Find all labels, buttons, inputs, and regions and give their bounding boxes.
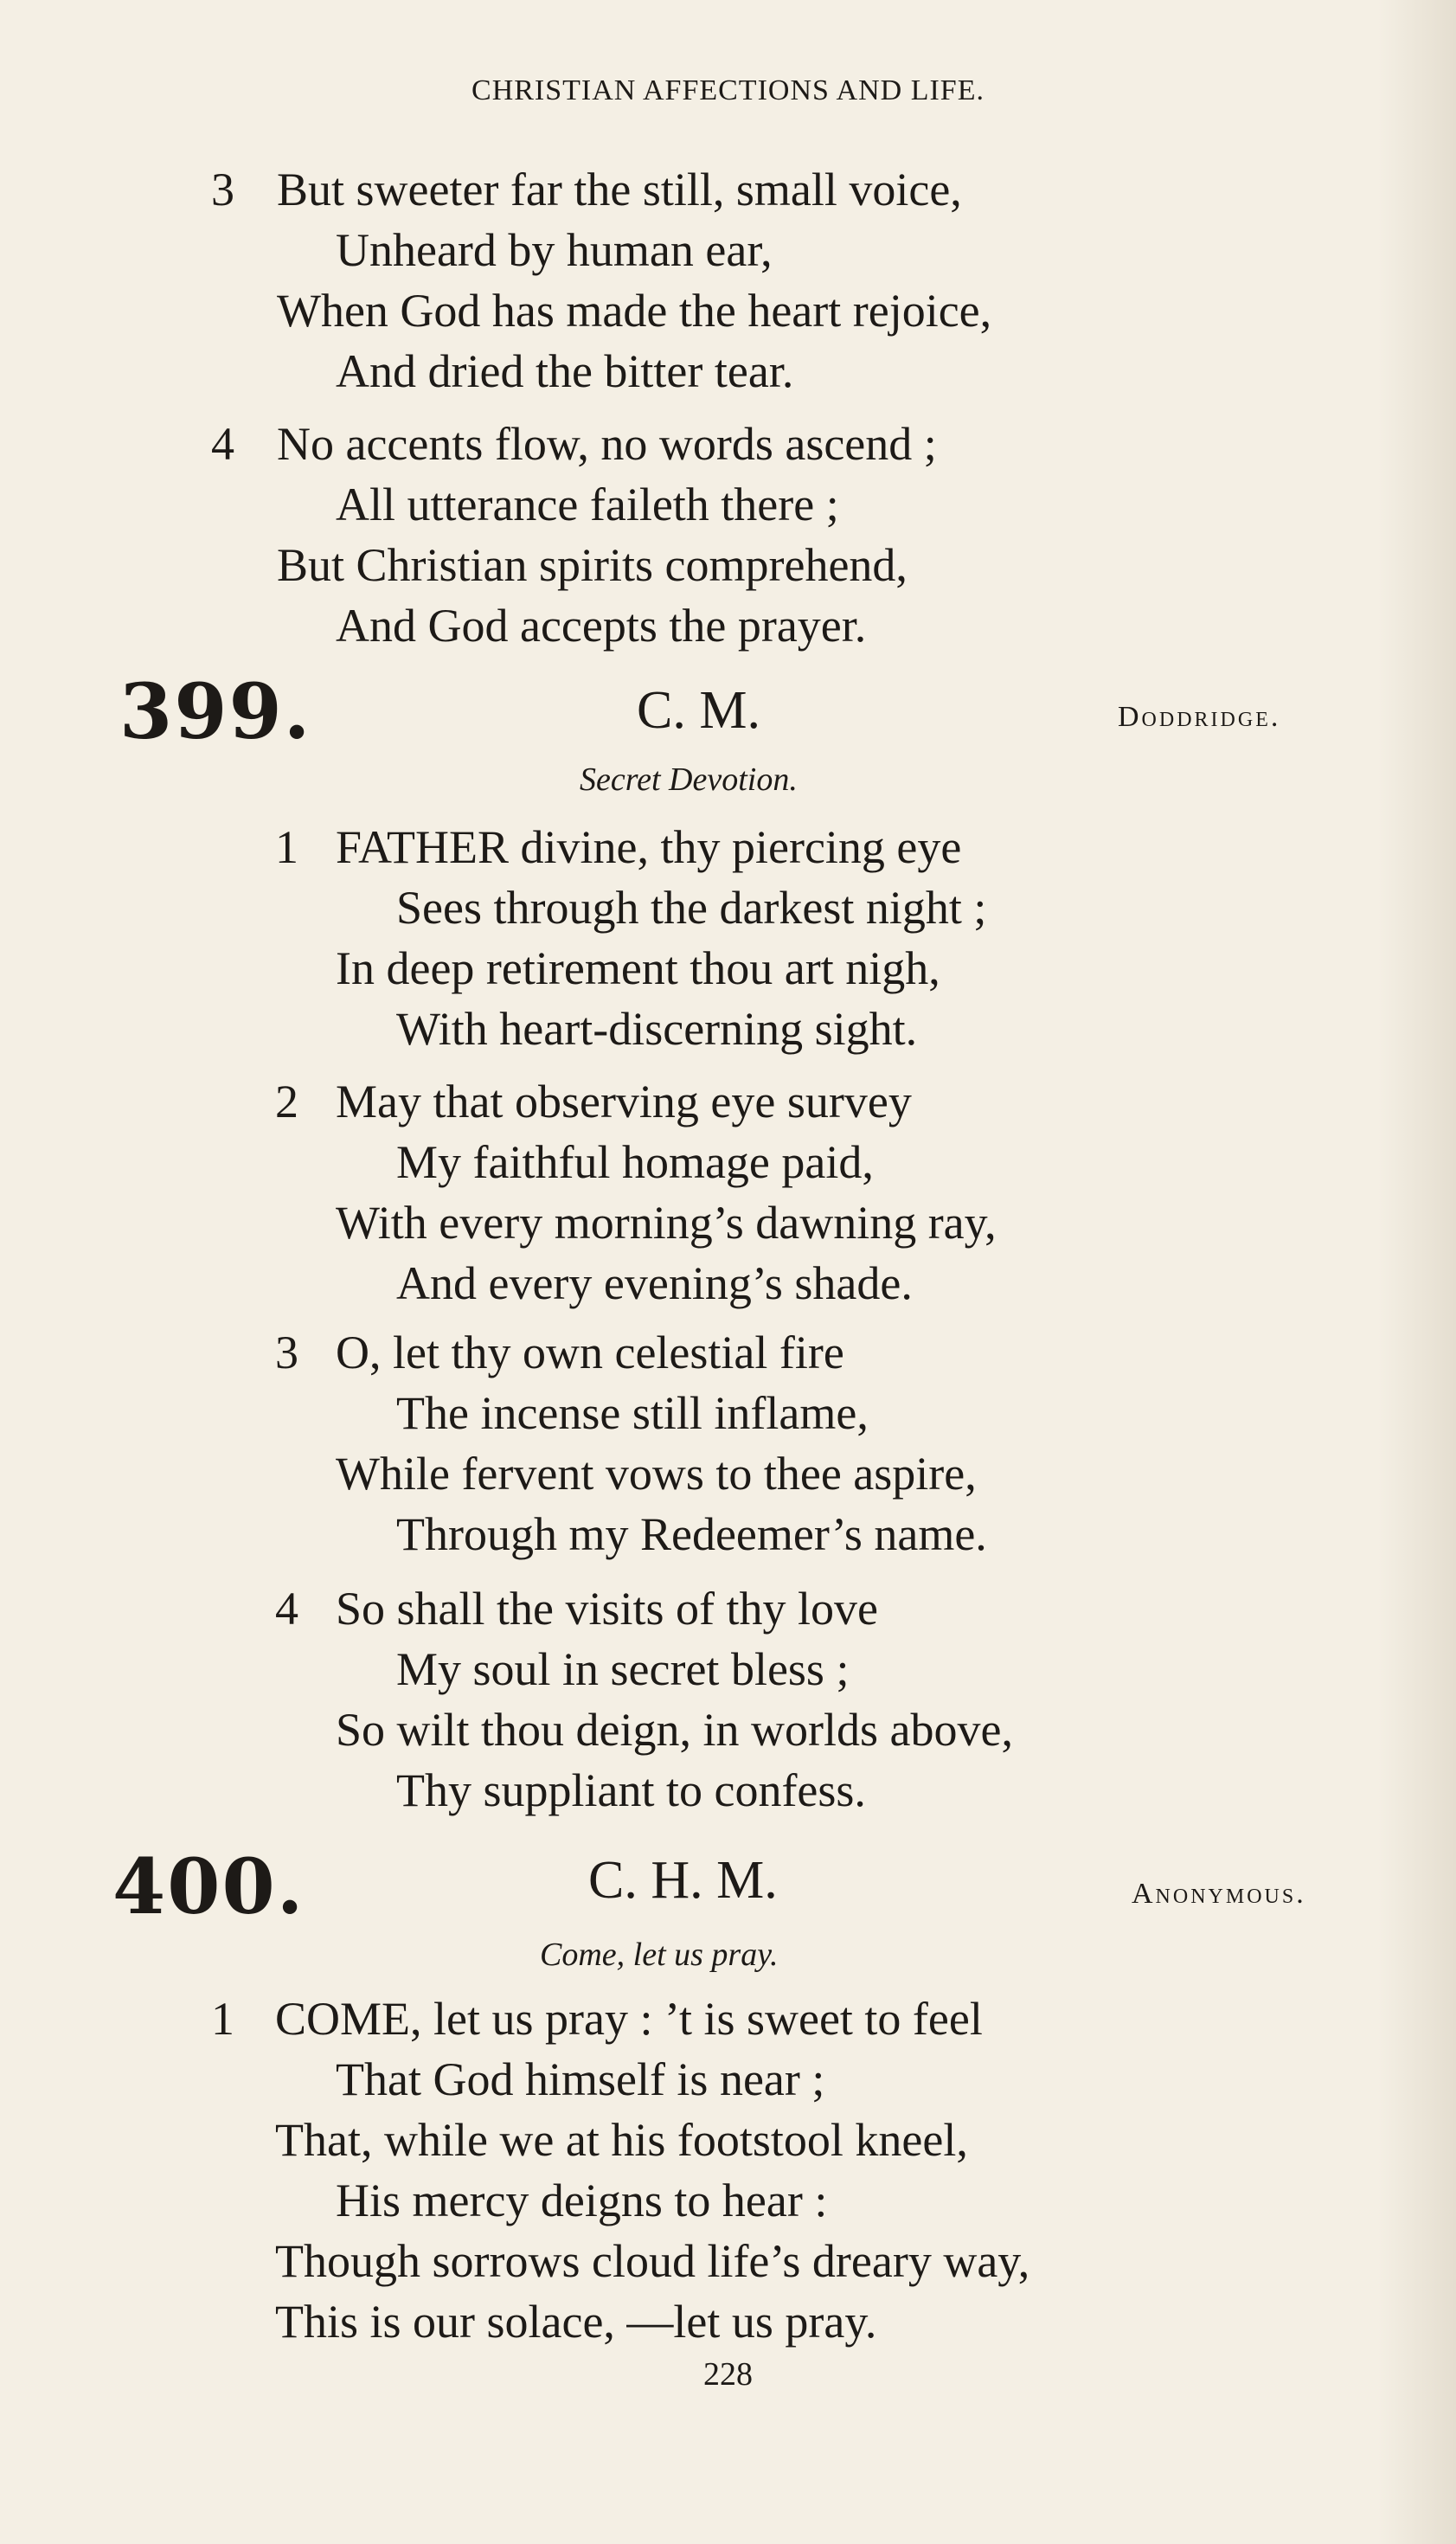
hymn-line: May that observing eye survey [336,1076,912,1127]
page-edge-shadow [1378,0,1456,2544]
hymn-line: When God has made the heart rejoice, [277,285,992,337]
hymn-line: This is our solace, —let us pray. [275,2296,877,2348]
hymn-line: And dried the bitter tear. [336,345,794,397]
stanza-number: 2 [275,1076,298,1127]
stanza-number: 4 [211,418,234,470]
hymn-line: With heart-discerning sight. [396,1003,918,1055]
hymn-line: The incense still inflame, [396,1387,869,1439]
hymn-line: O, let thy own celestial fire [336,1327,844,1378]
hymn-title: Secret Devotion. [580,761,798,798]
hymn-number: 400. [112,1841,305,1931]
hymn-author: Doddridge. [1118,701,1281,733]
hymn-line: And God accepts the prayer. [336,600,867,652]
hymn-line: Through my Redeemer’s name. [396,1508,987,1560]
hymn-line: So wilt thou deign, in worlds above, [336,1704,1013,1756]
stanza-number: 1 [275,821,298,873]
hymn-number: 399. [119,666,312,756]
hymn-line: But sweeter far the still, small voice, [277,164,962,215]
hymn-line: My soul in secret bless ; [396,1643,850,1695]
page-number: 228 [703,2356,753,2393]
hymn-line: That God himself is near ; [336,2053,825,2105]
hymn-line: In deep retirement thou art nigh, [336,942,940,994]
hymn-line: Sees through the darkest night ; [396,882,987,934]
hymn-line: So shall the visits of thy love [336,1583,878,1635]
stanza-number: 1 [211,1993,234,2045]
hymn-line: My faithful homage paid, [396,1136,874,1188]
hymn-line: Though sorrows cloud life’s dreary way, [275,2235,1030,2287]
running-head: CHRISTIAN AFFECTIONS AND LIFE. [471,74,985,106]
stanza-number: 3 [275,1327,298,1378]
hymn-line: All utterance faileth there ; [336,479,839,530]
hymn-line: That, while we at his footstool kneel, [275,2114,968,2166]
hymn-meter: C. H. M. [588,1851,778,1910]
hymn-line: FATHER divine, thy piercing eye [336,821,962,873]
hymn-line: With every morning’s dawning ray, [336,1197,997,1249]
hymn-line: But Christian spirits comprehend, [277,539,908,591]
hymn-line: No accents flow, no words ascend ; [277,418,937,470]
hymn-line: Unheard by human ear, [336,224,773,276]
hymn-title: Come, let us pray. [540,1937,779,1973]
hymn-line: His mercy deigns to hear : [336,2175,828,2226]
hymn-line: COME, let us pray : ’t is sweet to feel [275,1993,983,2045]
stanza-number: 4 [275,1583,298,1635]
hymn-line: Thy suppliant to confess. [396,1764,866,1816]
hymn-author: Anonymous. [1132,1878,1306,1910]
hymn-line: And every evening’s shade. [396,1257,913,1309]
stanza-number: 3 [211,164,234,215]
hymn-meter: C. M. [637,681,760,740]
hymn-line: While fervent vows to thee aspire, [336,1448,977,1500]
